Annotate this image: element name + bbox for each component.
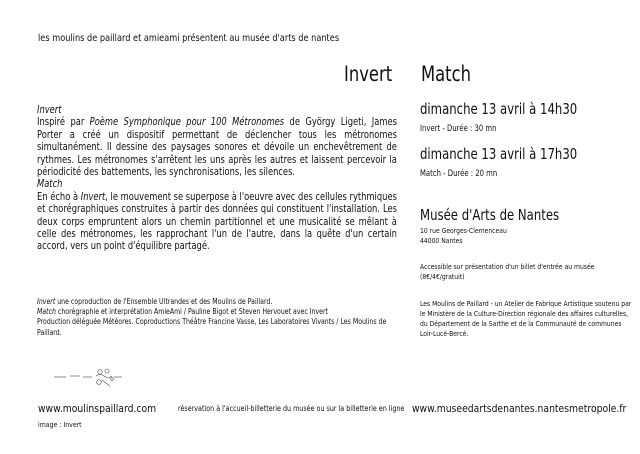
website-link-museum[interactable]: www.museedartsdenantes.nantesmetropole.fr: [412, 402, 627, 415]
image-credit: image : Invert: [38, 420, 82, 429]
invert-text-post: de György Ligeti, James Porter a créé un dispositif permettant de déclencher tous les métronomes simultanément. Il dessine des paysages sonores et dévoile un enchevêtrement de rythmes. Les métronomes s'arrêtent les uns après les autres et laissent percevoir la périodicité des battements, les synchronisations, les silences.: [37, 117, 397, 179]
invert-paragraph: [37, 117, 397, 179]
match-heading: Match: [37, 179, 63, 191]
schedule-date-1: dimanche 13 avril à 14h30: [420, 100, 578, 118]
schedule-detail-2: Match - Durée : 20 mn: [420, 168, 498, 178]
description-block: [37, 105, 397, 254]
match-paragraph: [37, 192, 397, 254]
venue-street: 10 rue Georges-Clemenceau: [420, 226, 507, 235]
website-link-paillard[interactable]: www.moulinspaillard.com: [38, 402, 157, 415]
schedule-date-2: dimanche 13 avril à 17h30: [420, 145, 578, 163]
logo-graphic: [52, 364, 142, 390]
invert-heading: Invert: [37, 105, 62, 116]
venue-name: Musée d'Arts de Nantes: [420, 206, 560, 224]
credits-block: [37, 297, 397, 338]
schedule-detail-1: Invert - Durée : 30 mn: [420, 123, 497, 133]
credit-line-2: [37, 307, 397, 317]
credit-invert: Invert: [37, 297, 56, 306]
credit-line-3: Production déléguée Météores. Coproductions Théâtre Francine Vasse, Les Laboratoires Vivants / Les Moulins de Paillard.: [37, 317, 387, 337]
venue-address: [420, 226, 507, 246]
credit-invert-rest: une coproduction de l'Ensemble Ultrandes et des Moulins de Paillard.: [55, 297, 273, 306]
match-text-pre: En écho à: [37, 191, 81, 203]
booking-info: réservation à l'accueil-billetterie du musée ou sur la billetterie en ligne: [178, 404, 405, 413]
invert-text-pre: Inspiré par: [37, 117, 90, 129]
title-match: Match: [421, 62, 471, 86]
match-ref: Invert: [80, 191, 106, 203]
match-text-post: , le mouvement se superpose à l'oeuvre avec des cellules rythmiques et chorégraphiques construites à partir des données qui constituent l'installation. Les deux corps empruntent alors un chemin partitionnel et une musicalité se mêlant à celle des métronomes, les rapprochant l'un de l'autre, dans la quête d'un certain accord, vers un point d'équilibre partagé.: [37, 191, 397, 253]
access-info: [420, 262, 594, 282]
access-line-2: (8€/4€/gratuit): [420, 272, 465, 281]
about-text: Les Moulins de Paillard - un Atelier de Fabrique Artistique soutenu par le Ministère de la Culture-Direction régionale des affaires culturelles, du Département de la Sarthe et de la Communauté de communes Loir-Lucé-Bercé.: [420, 299, 632, 338]
venue-city: 44000 Nantes: [420, 236, 463, 245]
title-invert: Invert: [344, 62, 393, 86]
invert-work-title: Poème Symphonique pour 100 Métronomes: [89, 117, 285, 129]
access-line-1: Accessible sur présentation d'un billet d'entrée au musée: [420, 262, 595, 271]
credit-match-rest: chorégraphie et interprétation AmieAmi / Pauline Bigot et Steven Hervouet avec Invert: [55, 307, 328, 317]
credit-match: Match: [37, 307, 56, 317]
credit-line-1: [37, 297, 397, 307]
header-line: les moulins de paillard et amieami présentent au musée d'arts de nantes: [38, 33, 340, 44]
